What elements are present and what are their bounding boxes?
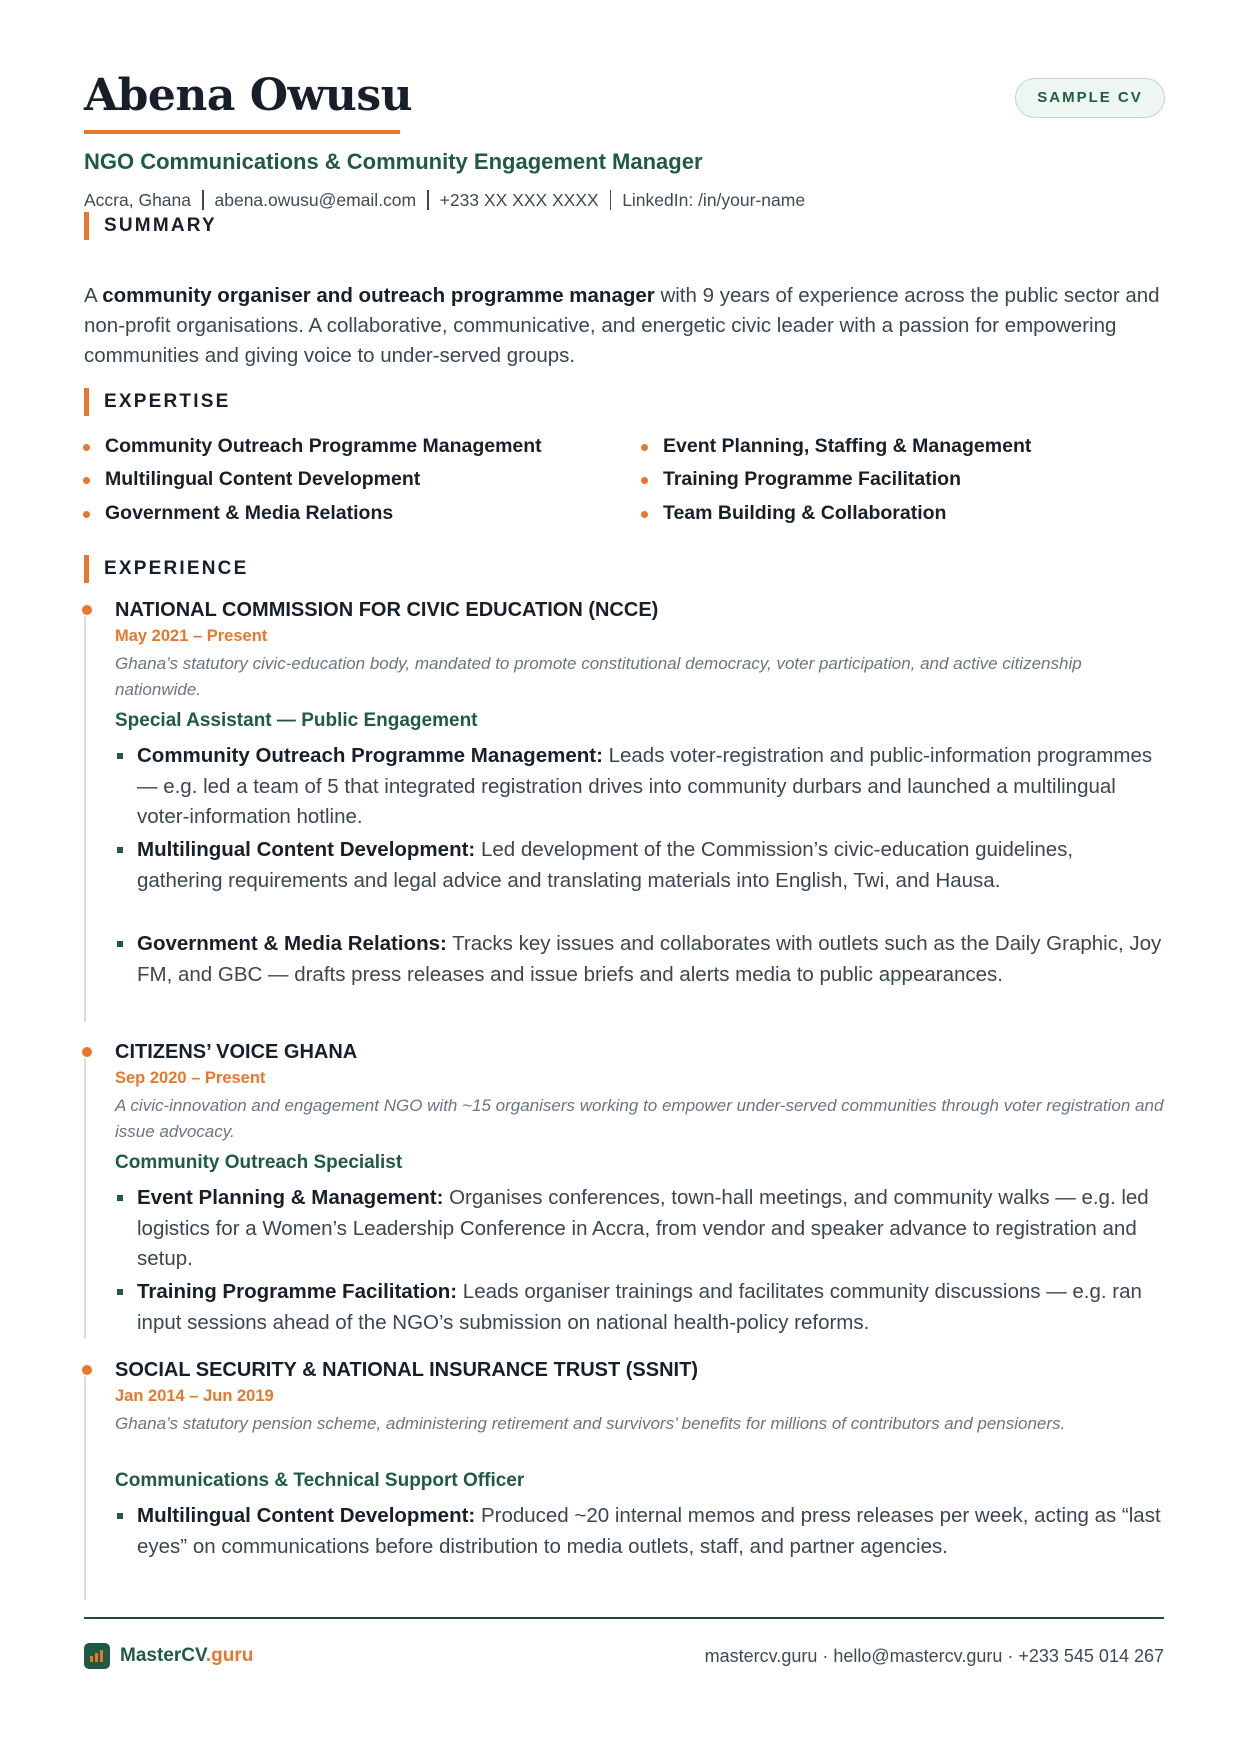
footer-brand-name [120, 1645, 253, 1667]
achievement-bullet [137, 741, 1162, 833]
summary-post: with 9 years of experience across the public sector and non-profit organisations. A collaborative, communicative, and energetic civic leader with a passion for empowering communities and giving voice to under-served groups. [84, 284, 1160, 367]
bullet-heading: Multilingual Content Development: [137, 838, 476, 861]
job-role: Special Assistant — Public Engagement [115, 710, 478, 731]
bullet-dot [641, 511, 648, 518]
expertise-item [105, 468, 420, 491]
timeline-dot [80, 1045, 94, 1059]
section-title-expertise: EXPERTISE [104, 391, 231, 412]
brand-tld: .guru [205, 1645, 254, 1666]
bullet-heading: Event Planning & Management: [137, 1186, 444, 1209]
employer-description: Ghana’s statutory civic-education body, mandated to promote constitutional democracy, voter participation, and active citizenship nationwide. [115, 654, 1082, 699]
achievement-bullet [137, 929, 1162, 990]
section-title-experience: EXPERIENCE [104, 558, 249, 579]
bullet-square [117, 941, 123, 947]
section-accent-bar [84, 212, 89, 240]
bullet-dot [83, 477, 90, 484]
bullet-square [117, 1513, 123, 1519]
name-underline [84, 130, 400, 134]
employer-name: SOCIAL SECURITY & NATIONAL INSURANCE TRUST (SSNIT) [115, 1359, 698, 1381]
expertise-label: Community Outreach Programme Management [105, 435, 542, 457]
bullet-text: Leads organiser trainings and facilitates community discussions — e.g. ran input sessions ahead of the NGO’s submission on national health-policy reforms. [137, 1280, 1142, 1334]
bullet-square [117, 753, 123, 759]
expertise-item [663, 468, 961, 491]
contact-separator [427, 190, 429, 210]
bullet-text: Tracks key issues and collaborates with outlets such as the Daily Graphic, Joy FM, and GBC — drafts press releases and issue briefs and alerts media to public appearances. [137, 932, 1162, 986]
achievement-bullet [137, 1277, 1162, 1338]
bullet-heading: Government & Media Relations: [137, 932, 447, 955]
candidate-name: Abena Owusu [84, 70, 413, 121]
bullet-dot [83, 511, 90, 518]
bullet-text: Led development of the Commission’s civic-education guidelines, gathering requirements and legal advice and translating materials into English, Twi, and Hausa. [137, 838, 1074, 892]
footer-divider [84, 1617, 1164, 1619]
footer-contact: mastercv.guru · hello@mastercv.guru · +233 545 014 267 [704, 1646, 1164, 1666]
bullet-dot [641, 477, 648, 484]
contact-location: Accra, Ghana [84, 190, 191, 210]
bullet-square [117, 1195, 123, 1201]
section-title-summary: SUMMARY [104, 215, 217, 236]
timeline-dot [80, 1363, 94, 1377]
bullet-text: Produced ~20 internal memos and press releases per week, acting as “last eyes” on communications before distribution to media outlets, staff, and partner agencies. [137, 1504, 1161, 1558]
timeline-line [84, 1052, 86, 1339]
contact-linkedin[interactable]: LinkedIn: /in/your-name [622, 190, 806, 210]
expertise-label: Training Programme Facilitation [663, 468, 961, 490]
employer-description: Ghana’s statutory pension scheme, administering retirement and survivors’ benefits for millions of contributors and pensioners. [115, 1414, 1066, 1433]
expertise-label: Event Planning, Staffing & Management [663, 435, 1032, 457]
expertise-label: Team Building & Collaboration [663, 502, 947, 524]
bullet-dot [641, 444, 648, 451]
employer-description: A civic-innovation and engagement NGO with ~15 organisers working to empower under-served communities through voter registration and issue advocacy. [115, 1096, 1164, 1141]
contact-separator [610, 190, 612, 210]
section-header-experience [84, 555, 248, 583]
contact-separator [202, 190, 204, 210]
expertise-item [105, 502, 393, 525]
achievement-bullet [137, 1501, 1162, 1562]
employment-dates: Jan 2014 – Jun 2019 [115, 1387, 274, 1405]
section-header-summary [84, 212, 217, 240]
expertise-label: Multilingual Content Development [105, 468, 421, 490]
bullet-text: Leads voter-registration and public-information programmes — e.g. led a team of 5 that integrated registration drives into community durbars and launched a multilingual voter-information hotline. [137, 744, 1153, 828]
expertise-item [663, 435, 1031, 458]
employment-dates: May 2021 – Present [115, 627, 268, 645]
bullet-square [117, 1289, 123, 1295]
expertise-item [663, 502, 946, 525]
timeline-line [84, 1370, 86, 1600]
expertise-item [105, 435, 542, 458]
bullet-dot [83, 444, 90, 451]
section-accent-bar [84, 555, 89, 583]
employment-dates: Sep 2020 – Present [115, 1069, 266, 1087]
contact-phone: +233 XX XXX XXXX [439, 190, 599, 210]
contact-email[interactable]: abena.owusu@email.com [214, 190, 417, 210]
brand-text: MasterCV [120, 1645, 206, 1666]
contact-line [84, 190, 805, 211]
job-role: Community Outreach Specialist [115, 1152, 403, 1173]
summary-highlight: community organiser and outreach programme manager [102, 284, 655, 307]
bullet-heading: Community Outreach Programme Management: [137, 744, 603, 767]
bullet-heading: Multilingual Content Development: [137, 1504, 476, 1527]
achievement-bullet [137, 835, 1162, 896]
footer-brand-logo[interactable] [84, 1643, 253, 1669]
expertise-label: Government & Media Relations [105, 502, 394, 524]
employer-name: CITIZENS’ VOICE GHANA [115, 1041, 358, 1063]
bullet-heading: Training Programme Facilitation: [137, 1280, 458, 1303]
employer-name: NATIONAL COMMISSION FOR CIVIC EDUCATION (NCCE) [115, 599, 659, 621]
bar-chart-icon [84, 1643, 110, 1669]
summary-pre: A [84, 284, 103, 307]
timeline-dot [80, 603, 94, 617]
bullet-text: Organises conferences, town-hall meetings, and community walks — e.g. led logistics for a Women’s Leadership Conference in Accra, from vendor and speaker advance to registration and setup. [137, 1186, 1149, 1270]
sample-cv-badge: SAMPLE CV [1015, 78, 1165, 118]
summary-text [84, 281, 1164, 371]
bullet-square [117, 847, 123, 853]
section-header-expertise [84, 388, 230, 416]
timeline-line [84, 610, 86, 1022]
achievement-bullet [137, 1183, 1162, 1275]
job-role: Communications & Technical Support Officer [115, 1470, 525, 1491]
section-accent-bar [84, 388, 89, 416]
job-title: NGO Communications & Community Engagement Manager [84, 149, 703, 174]
